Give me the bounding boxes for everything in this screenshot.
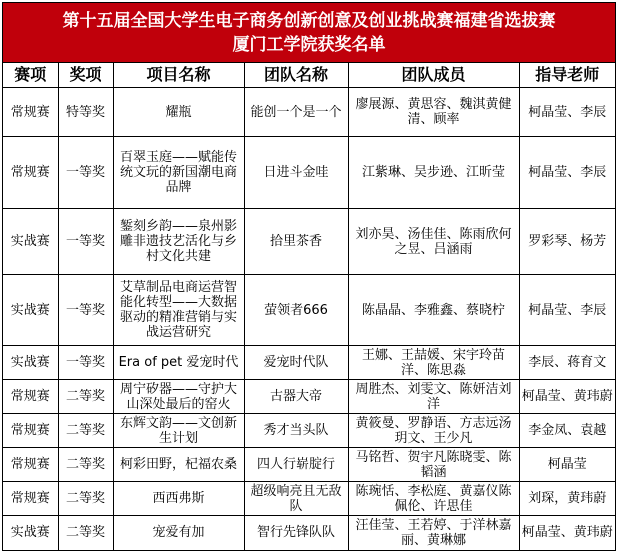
cell-advisor: 柯晶莹、黄玮蔚 [519,516,615,550]
cell-project: Era of pet 爱宠时代 [113,346,244,380]
cell-members: 周胜杰、刘雯文、陈妍洁刘洋 [348,380,519,414]
cell-track: 常规赛 [3,88,58,137]
cell-track: 常规赛 [3,380,58,414]
cell-team: 能创一个是一个 [244,88,348,137]
cell-members: 刘亦昊、汤佳佳、陈雨欣何之昱、吕涵雨 [348,209,519,275]
cell-award: 一等奖 [58,137,113,209]
cell-project: 东辉文韵——文创新生计划 [113,414,244,448]
header-members: 团队成员 [348,63,519,88]
header-track: 赛项 [3,63,58,88]
table-row [3,137,615,209]
cell-advisor: 罗彩琴、杨芳 [519,209,615,275]
cell-team: 萤领者666 [244,275,348,346]
cell-members: 廖展源、黄思容、魏淇黄健清、顾率 [348,88,519,137]
award-sheet [2,2,616,551]
cell-award: 二等奖 [58,380,113,414]
cell-team: 秀才当头队 [244,414,348,448]
cell-track: 常规赛 [3,482,58,516]
cell-advisor: 刘琛，黄玮蔚 [519,482,615,516]
cell-project: 柯彩田野，杞福农桑 [113,448,244,482]
cell-track: 实战赛 [3,516,58,550]
cell-award: 二等奖 [58,516,113,550]
cell-team: 爱宠时代队 [244,346,348,380]
cell-award: 一等奖 [58,346,113,380]
cell-track: 常规赛 [3,448,58,482]
cell-project: 耀瓶 [113,88,244,137]
cell-members: 陈琬恬、李松庭、黄嘉仪陈佩伦、许思佳 [348,482,519,516]
cell-team: 四人行崭腚行 [244,448,348,482]
cell-award: 二等奖 [58,448,113,482]
cell-members: 陈晶晶、李雅鑫、蔡晓柠 [348,275,519,346]
awards-table [3,63,615,550]
cell-advisor: 柯晶莹、李辰 [519,137,615,209]
cell-advisor: 柯晶莹、黄玮蔚 [519,380,615,414]
table-row [3,448,615,482]
table-row [3,346,615,380]
cell-members: 汪佳莹、王若婷、于洋林嘉丽、黄琳娜 [348,516,519,550]
table-row [3,380,615,414]
cell-advisor: 柯晶莹、李辰 [519,275,615,346]
header-row [3,63,615,88]
cell-project: 艾草制品电商运营智能化转型——大数据驱动的精准营销与实战运营研究 [113,275,244,346]
table-row [3,88,615,137]
cell-members: 江紫琳、吴步逊、江昕莹 [348,137,519,209]
table-row [3,482,615,516]
table-row [3,209,615,275]
cell-award: 二等奖 [58,482,113,516]
cell-award: 一等奖 [58,275,113,346]
cell-members: 黄筱曼、罗静语、方志远汤玥文、王少凡 [348,414,519,448]
cell-project: 周宁矽器——守护大山深处最后的窑火 [113,380,244,414]
cell-team: 智行先锋队队 [244,516,348,550]
cell-award: 二等奖 [58,414,113,448]
table-row [3,414,615,448]
cell-advisor: 李金凤、袁越 [519,414,615,448]
cell-members: 马铭哲、贺宇凡陈晓雯、陈韬涵 [348,448,519,482]
cell-team: 超级响亮且无敌队 [244,482,348,516]
cell-track: 实战赛 [3,209,58,275]
cell-track: 常规赛 [3,414,58,448]
cell-advisor: 柯晶莹 [519,448,615,482]
title-line-2: 厦门工学院获奖名单 [232,35,386,55]
cell-project: 西西弗斯 [113,482,244,516]
cell-award: 一等奖 [58,209,113,275]
header-award: 奖项 [58,63,113,88]
title-banner [3,3,615,63]
cell-project: 錾刻乡韵——泉州影雕非遗技艺活化与乡村文化共建 [113,209,244,275]
header-project: 项目名称 [113,63,244,88]
cell-advisor: 李辰、蒋育文 [519,346,615,380]
header-advisor: 指导老师 [519,63,615,88]
header-team: 团队名称 [244,63,348,88]
table-row [3,275,615,346]
cell-track: 实战赛 [3,346,58,380]
cell-advisor: 柯晶莹、李辰 [519,88,615,137]
title-line-1: 第十五届全国大学生电子商务创新创意及创业挑战赛福建省选拔赛 [62,11,556,31]
cell-team: 拾里茶香 [244,209,348,275]
cell-project: 宠爱有加 [113,516,244,550]
cell-track: 常规赛 [3,137,58,209]
cell-members: 王娜、王喆媛、宋宇玲苗洋、陈思淼 [348,346,519,380]
cell-team: 古器大帝 [244,380,348,414]
cell-project: 百翠玉庭——赋能传统文玩的新国潮电商品牌 [113,137,244,209]
table-row [3,516,615,550]
cell-track: 实战赛 [3,275,58,346]
cell-team: 日进斗金哇 [244,137,348,209]
cell-award: 特等奖 [58,88,113,137]
